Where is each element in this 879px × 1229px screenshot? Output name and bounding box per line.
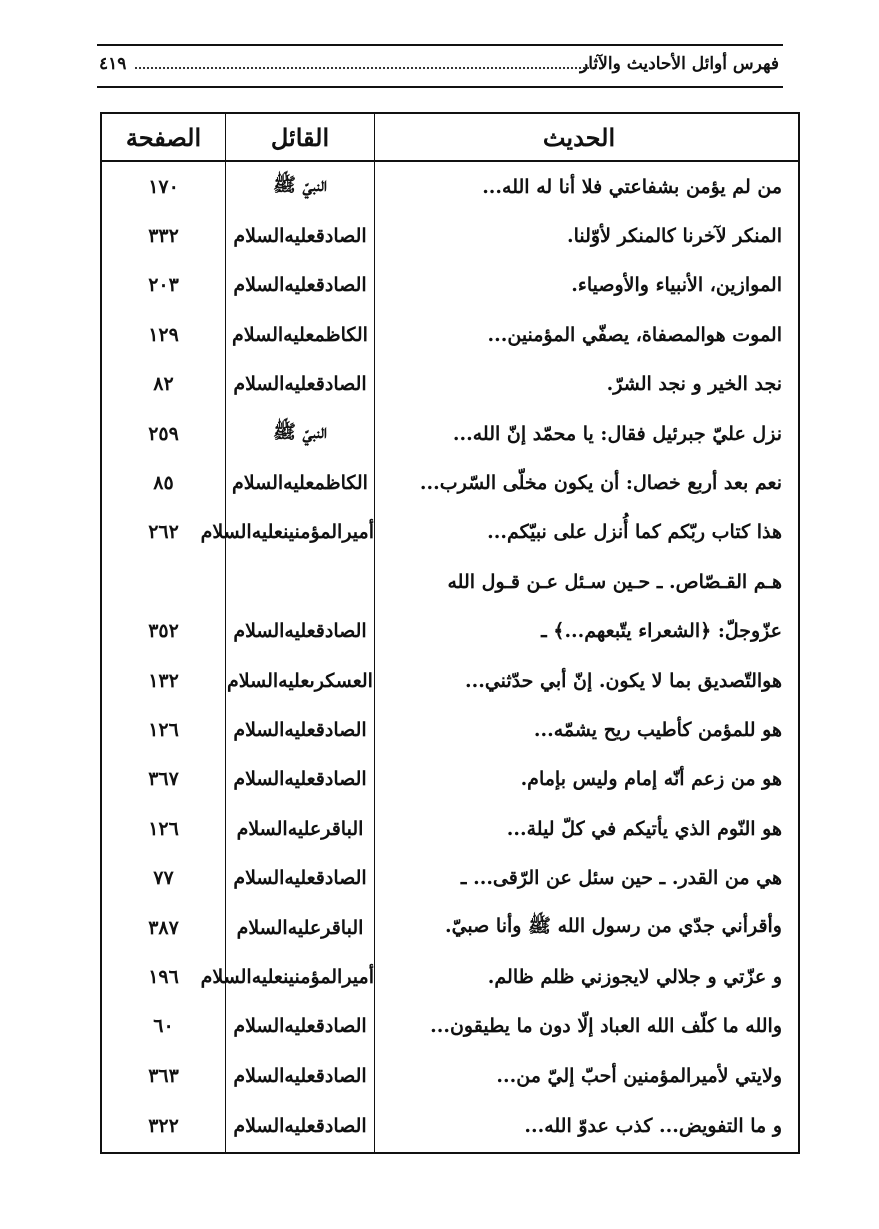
hadith-cell: و ما التفويض... كذب عدوّ الله... bbox=[375, 1100, 800, 1153]
page-cell: ٣٦٣ bbox=[101, 1051, 226, 1100]
speaker-cell: الصادقعليه‌السلام bbox=[226, 360, 375, 409]
speaker-cell: الصادقعليه‌السلام bbox=[226, 1051, 375, 1100]
speaker-cell: الصادقعليه‌السلام bbox=[226, 1100, 375, 1153]
hadith-cell: ولايتي لأميرالمؤمنين أحبّ إليّ من... bbox=[375, 1051, 800, 1100]
table-row bbox=[101, 360, 799, 409]
page-cell: ٢٥٩ bbox=[101, 409, 226, 458]
table-row bbox=[101, 458, 799, 507]
page-cell: ٣٣٢ bbox=[101, 211, 226, 260]
hadith-cell: هو للمؤمن كأطيب ريح يشمّه... bbox=[375, 705, 800, 754]
page-cell: ١٢٦ bbox=[101, 804, 226, 853]
speaker-cell: الكاظمعليه‌السلام bbox=[226, 458, 375, 507]
page-number: ٤١٩ bbox=[99, 54, 127, 74]
speaker-cell: الصادقعليه‌السلام bbox=[226, 607, 375, 656]
hadith-cell: هو النّوم الذي يأتيكم في كلّ ليلة... bbox=[375, 804, 800, 853]
hadith-cell: والله ما كلّف الله العباد إلّا دون ما يطيقون... bbox=[375, 1002, 800, 1051]
table-row bbox=[101, 1100, 799, 1153]
table-row bbox=[101, 1002, 799, 1051]
hadith-cell: هـم القـصّاص. ـ حـين سـئل عـن قـول الله bbox=[375, 557, 800, 606]
hadith-cell: الموازين، الأنبياء والأوصياء. bbox=[375, 261, 800, 310]
hadith-cell: و عزّتي و جلالي لايجوزني ظلم ظالم. bbox=[375, 952, 800, 1001]
table-row bbox=[101, 607, 799, 656]
speaker-cell: الصادقعليه‌السلام bbox=[226, 755, 375, 804]
page-cell: ١٩٦ bbox=[101, 952, 226, 1001]
page-cell: ٦٠ bbox=[101, 1002, 226, 1051]
speaker-cell: النبيّ ﷺ bbox=[226, 409, 375, 458]
speaker-cell: النبيّ ﷺ bbox=[226, 161, 375, 211]
table-row bbox=[101, 804, 799, 853]
table-row bbox=[101, 755, 799, 804]
table-row bbox=[101, 508, 799, 557]
page-cell: ١٢٩ bbox=[101, 310, 226, 359]
running-title: فهرس أوائل الأحاديث والآثار bbox=[580, 54, 779, 74]
speaker-cell: الصادقعليه‌السلام bbox=[226, 705, 375, 754]
leader-dots bbox=[135, 67, 593, 69]
hadith-index-table bbox=[100, 112, 800, 1154]
page-cell: ٨٥ bbox=[101, 458, 226, 507]
column-header-speaker: القائل bbox=[226, 113, 375, 161]
speaker-cell: أميرالمؤمنينعليه‌السلام bbox=[226, 508, 375, 557]
hadith-cell: وأقرأني جدّي من رسول الله ﷺ وأنا صبيّ. bbox=[375, 903, 800, 952]
hadith-cell: من لم يؤمن بشفاعتي فلا أنا له الله... bbox=[375, 161, 800, 211]
speaker-cell: العسكرىعليه‌السلام bbox=[226, 656, 375, 705]
table-row bbox=[101, 952, 799, 1001]
table-row bbox=[101, 705, 799, 754]
hadith-cell: الموت هوالمصفاة، يصفّي المؤمنين... bbox=[375, 310, 800, 359]
speaker-cell: الكاظمعليه‌السلام bbox=[226, 310, 375, 359]
speaker-cell: الصادقعليه‌السلام bbox=[226, 1002, 375, 1051]
page-cell: ٢٠٣ bbox=[101, 261, 226, 310]
page-cell: ٣٦٧ bbox=[101, 755, 226, 804]
speaker-cell: الصادقعليه‌السلام bbox=[226, 261, 375, 310]
hadith-cell: نجد الخير و نجد الشرّ. bbox=[375, 360, 800, 409]
page-cell: ٨٢ bbox=[101, 360, 226, 409]
table-row bbox=[101, 161, 799, 211]
hadith-cell: هو من زعم أنّه إمام وليس بإمام. bbox=[375, 755, 800, 804]
table-row bbox=[101, 310, 799, 359]
table-row bbox=[101, 1051, 799, 1100]
page-cell: ١٣٢ bbox=[101, 656, 226, 705]
hadith-cell: هذا كتاب ربّكم كما أُنزل على نبيّكم... bbox=[375, 508, 800, 557]
page-cell: ٣٨٧ bbox=[101, 903, 226, 952]
speaker-cell: الباقرعليه‌السلام bbox=[226, 804, 375, 853]
hadith-cell: هوالتّصديق بما لا يكون. إنّ أبي حدّثني... bbox=[375, 656, 800, 705]
table-row bbox=[101, 211, 799, 260]
page-cell bbox=[101, 557, 226, 606]
hadith-cell: المنكر لآخرنا كالمنكر لأوّلنا. bbox=[375, 211, 800, 260]
speaker-cell bbox=[226, 557, 375, 606]
page-header bbox=[97, 44, 783, 88]
page-cell: ٧٧ bbox=[101, 853, 226, 902]
page-cell: ١٧٠ bbox=[101, 161, 226, 211]
column-header-page: الصفحة bbox=[101, 113, 226, 161]
hadith-cell: نعم بعد أربع خصال: أن يكون مخلّى السّرب... bbox=[375, 458, 800, 507]
page-cell: ١٢٦ bbox=[101, 705, 226, 754]
hadith-cell: هي من القدر. ـ حين سئل عن الرّقى... ـ bbox=[375, 853, 800, 902]
table-row bbox=[101, 557, 799, 606]
table-row bbox=[101, 261, 799, 310]
page-cell: ٢٦٢ bbox=[101, 508, 226, 557]
table-row bbox=[101, 853, 799, 902]
page-cell: ٣٢٢ bbox=[101, 1100, 226, 1153]
speaker-cell: الصادقعليه‌السلام bbox=[226, 853, 375, 902]
speaker-cell: الصادقعليه‌السلام bbox=[226, 211, 375, 260]
page-cell: ٣٥٢ bbox=[101, 607, 226, 656]
hadith-cell: نزل عليّ جبرئيل فقال: يا محمّد إنّ الله... bbox=[375, 409, 800, 458]
table-row bbox=[101, 903, 799, 952]
table-header-row bbox=[101, 113, 799, 161]
column-header-hadith: الحديث bbox=[375, 113, 800, 161]
table-row bbox=[101, 656, 799, 705]
speaker-cell: الباقرعليه‌السلام bbox=[226, 903, 375, 952]
speaker-cell: أميرالمؤمنينعليه‌السلام bbox=[226, 952, 375, 1001]
hadith-cell: عزّوجلّ: ﴿الشعراء يتّبعهم...﴾ ـ bbox=[375, 607, 800, 656]
table-row bbox=[101, 409, 799, 458]
